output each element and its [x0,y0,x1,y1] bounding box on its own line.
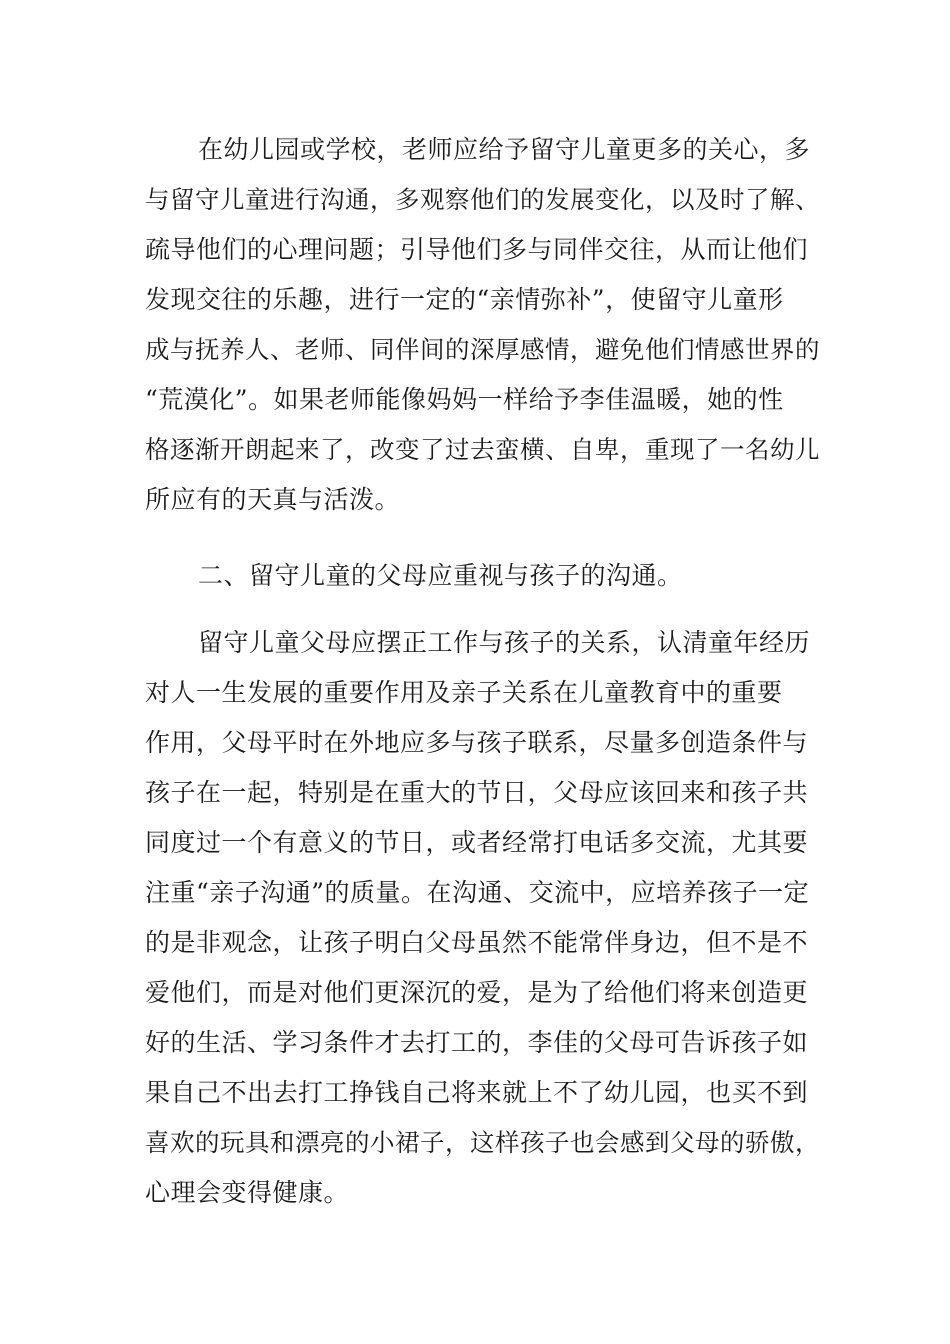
paragraph-2-line-2: 对人一生发展的重要作用及亲子关系在儿童教育中的重要 [145,678,783,707]
paragraph-1-line-7: 格逐渐开朗起来了，改变了过去蛮横、自卑，重现了一名幼儿 [145,435,820,464]
paragraph-1-line-3: 疏导他们的心理问题；引导他们多与同伴交往，从而让他们 [145,235,809,264]
paragraph-2-line-12: 心理会变得健康。 [145,1178,350,1207]
paragraph-2-line-1: 留守儿童父母应摆正工作与孩子的关系，认清童年经历 [198,628,811,657]
paragraph-2-line-10: 果自己不出去打工挣钱自己将来就上不了幼儿园，也买不到 [145,1078,809,1107]
paragraph-2-line-4: 孩子在一起，特别是在重大的节日，父母应该回来和孩子共 [145,778,809,807]
paragraph-2-line-3: 作用，父母平时在外地应多与孩子联系，尽量多创造条件与 [145,728,809,757]
paragraph-1-line-2: 与留守儿童进行沟通，多观察他们的发展变化，以及时了解、 [145,185,820,214]
paragraph-1-line-6: “荒漠化”。如果老师能像妈妈一样给予李佳温暖，她的性 [145,385,784,414]
paragraph-1-line-4: 发现交往的乐趣，进行一定的“亲情弥补”，使留守儿童形 [145,285,784,314]
section-heading: 二、留守儿童的父母应重视与孩子的沟通。 [198,561,683,590]
paragraph-1-line-1: 在幼儿园或学校，老师应给予留守儿童更多的关心，多 [198,135,811,164]
paragraph-2-line-5: 同度过一个有意义的节日，或者经常打电话多交流，尤其要 [145,828,809,857]
paragraph-2-line-6: 注重“亲子沟通”的质量。在沟通、交流中，应培养孩子一定 [145,878,810,907]
paragraph-1-line-8: 所应有的天真与活泼。 [145,485,401,514]
paragraph-2-line-9: 好的生活、学习条件才去打工的，李佳的父母可告诉孩子如 [145,1028,809,1057]
paragraph-2-line-7: 的是非观念，让孩子明白父母虽然不能常伴身边，但不是不 [145,928,809,957]
paragraph-1-line-5: 成与抚养人、老师、同伴间的深厚感情，避免他们情感世界的 [145,335,820,364]
paragraph-2-line-11: 喜欢的玩具和漂亮的小裙子，这样孩子也会感到父母的骄傲， [145,1128,820,1157]
paragraph-2-line-8: 爱他们，而是对他们更深沉的爱，是为了给他们将来创造更 [145,978,809,1007]
